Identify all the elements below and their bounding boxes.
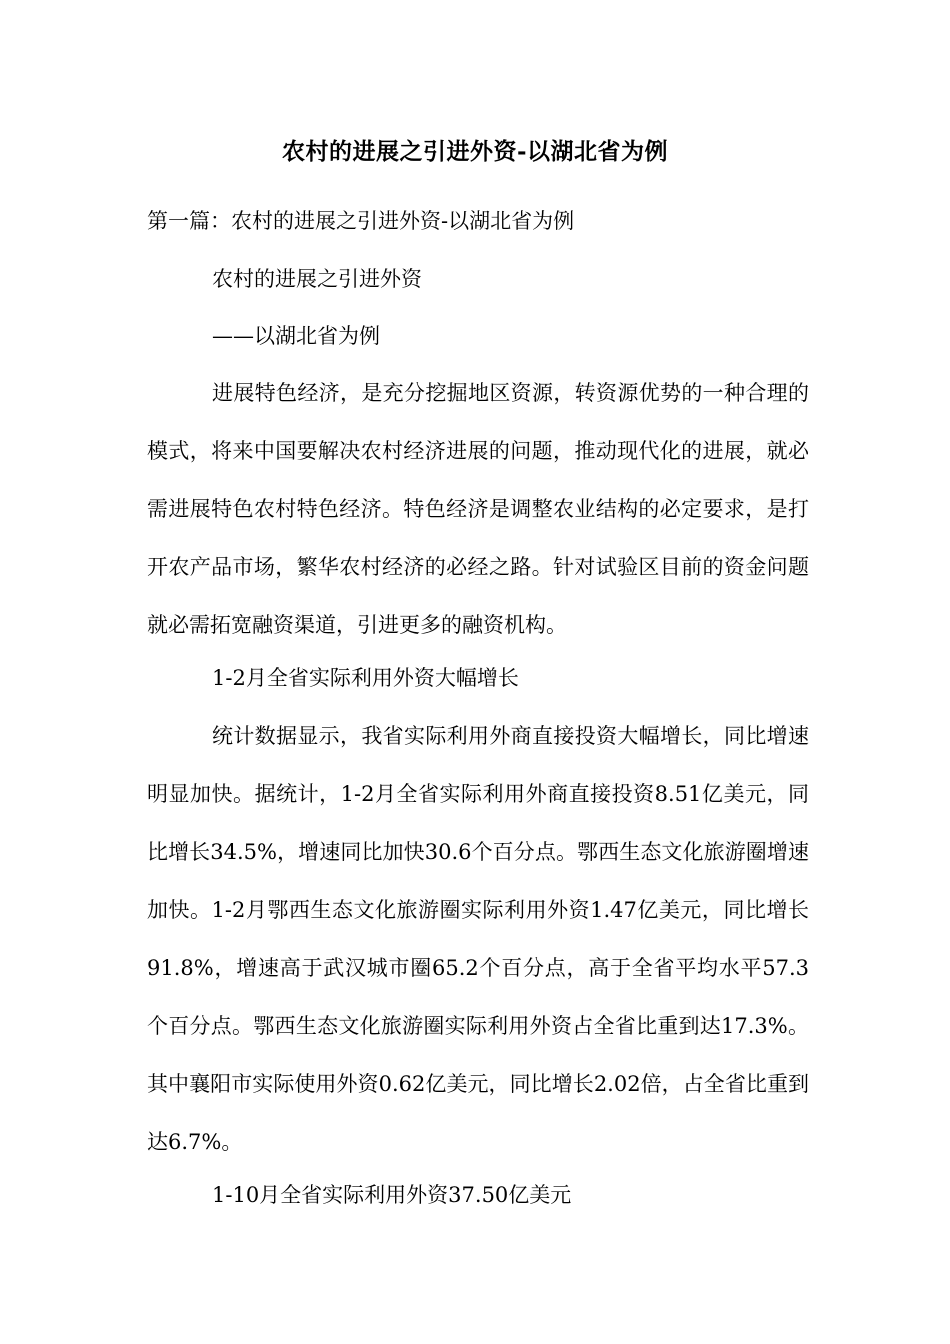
chapter-heading: 第一篇：农村的进展之引进外资-以湖北省为例 — [147, 209, 575, 233]
document-title: 农村的进展之引进外资-以湖北省为例 — [281, 138, 669, 165]
subtitle: 农村的进展之引进外资 — [212, 267, 422, 291]
subtitle-dash: ——以湖北省为例 — [212, 324, 380, 348]
body-paragraph-2: 统计数据显示，我省实际利用外商直接投资大幅增长，同比增速明显加快。据统计，1-2月全省实际利用外商直接投资8.51亿美元，同比增长34.5%，增速同比加快30.6个百分点。鄂西生态文化旅游圈增速加快。1-2月鄂西生态文化旅游圈实际利用外资1.47亿美元，同比增长91.8%，增速高于武汉城市圈65.2个百分点，高于全省平均水平57.3个百分点。鄂西生态文化旅游圈实际利用外资占全省比重到达17.3%。其中襄阳市实际使用外资0.62亿美元，同比增长2.02倍，占全省比重到达6.7%。 — [147, 724, 809, 1154]
section-heading-2: 1-10月全省实际利用外资37.50亿美元 — [212, 1183, 572, 1207]
section-heading-1: 1-2月全省实际利用外资大幅增长 — [212, 666, 519, 690]
body-paragraph-1: 进展特色经济，是充分挖掘地区资源，转资源优势的一种合理的模式，将来中国要解决农村经济进展的问题，推动现代化的进展，就必需进展特色农村特色经济。特色经济是调整农业结构的必定要求，是打开农产品市场，繁华农村经济的必经之路。针对试验区目前的资金问题就必需拓宽融资渠道，引进更多的融资机构。 — [147, 381, 809, 637]
